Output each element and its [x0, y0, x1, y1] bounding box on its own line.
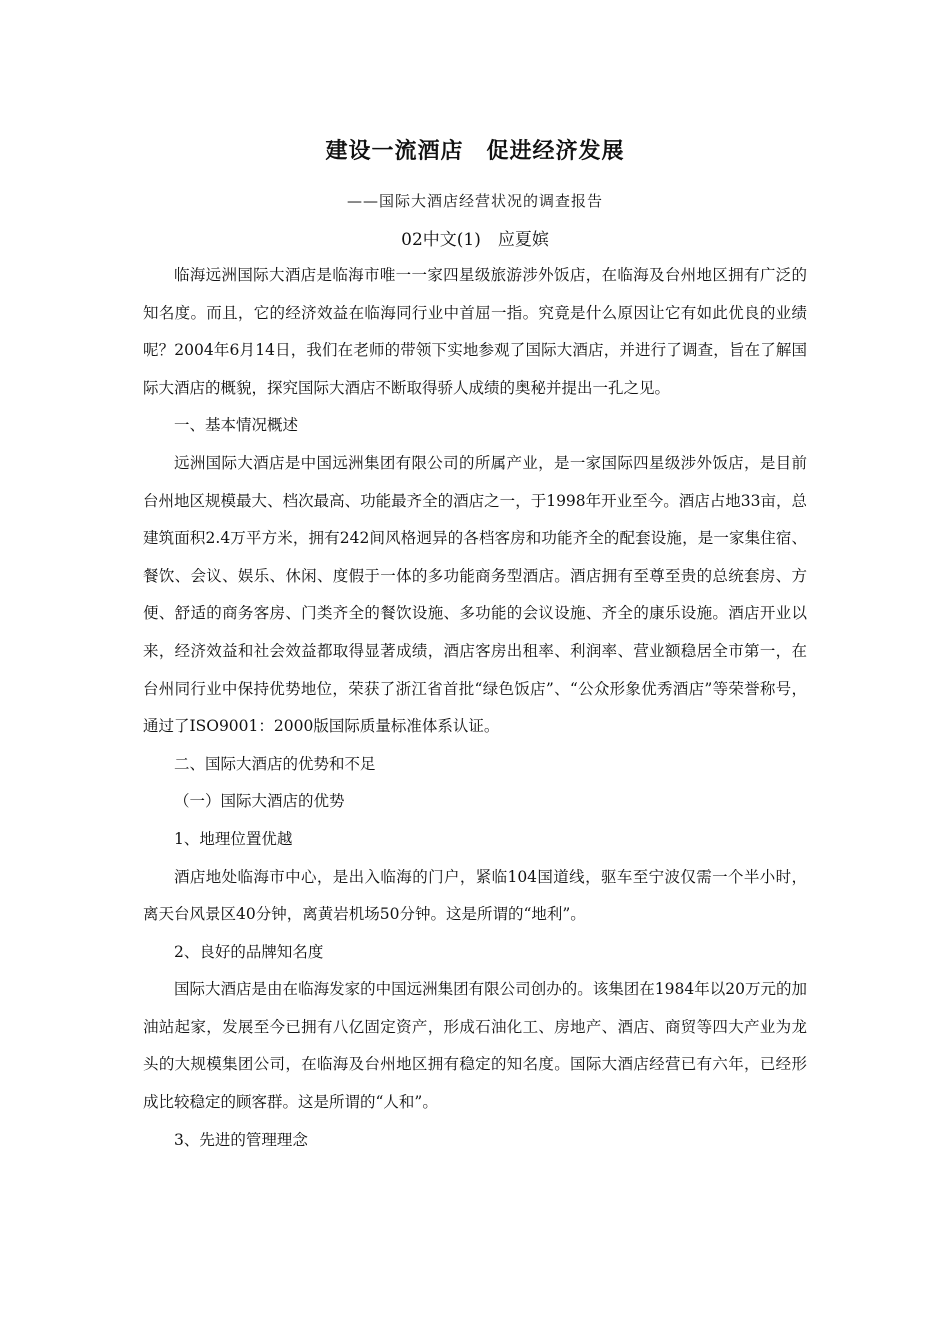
- document-title: 建设一流酒店 促进经济发展: [325, 139, 625, 164]
- document-subtitle: ——国际大酒店经营状况的调查报告: [346, 192, 603, 210]
- body-paragraph: 远洲国际大酒店是中国远洲集团有限公司的所属产业，是一家国际四星级涉外饭店，是目前台州地区规模最大、档次最高、功能最齐全的酒店之一，于1998年开业至今。酒店占地33亩，总建筑面积2.4万平方米，拥有242间风格迥异的各档客房和功能齐全的配套设施，是一家集住宿、餐饮、会议、娱乐、休闲、度假于一体的多功能商务型酒店。酒店拥有至尊至贵的总统套房、方便、舒适的商务客房、门类齐全的餐饮设施、多功能的会议设施、齐全的康乐设施。酒店开业以来，经济效益和社会效益都取得显著成绩，酒店客房出租率、利润率、营业额稳居全市第一，在台州同行业中保持优势地位，荣获了浙江省首批“绿色饭店”、“公众形象优秀酒店”等荣誉称号，通过了ISO9001：2000版国际质量标准体系认证。: [143, 453, 807, 736]
- intro-paragraph: 临海远洲国际大酒店是临海市唯一一家四星级旅游涉外饭店，在临海及台州地区拥有广泛的知名度。而且，它的经济效益在临海同行业中首屈一指。究竟是什么原因让它有如此优良的业绩呢？2004年6月14日，我们在老师的带领下实地参观了国际大酒店，并进行了调查，旨在了解国际大酒店的概貌，探究国际大酒店不断取得骄人成绩的奥秘并提出一孔之见。: [143, 266, 807, 397]
- section-heading: 二、国际大酒店的优势和不足: [174, 754, 376, 773]
- item-heading: 3、先进的管理理念: [174, 1130, 308, 1149]
- document-body: [143, 257, 807, 1159]
- body-paragraph: 国际大酒店是由在临海发家的中国远洲集团有限公司创办的。该集团在1984年以20万元的加油站起家，发展至今已拥有八亿固定资产，形成石油化工、房地产、酒店、商贸等四大产业为龙头的大规模集团公司，在临海及台州地区拥有稳定的知名度。国际大酒店经营已有六年，已经形成比较稳定的顾客群。这是所谓的“人和”。: [143, 980, 807, 1112]
- item-heading: 1、地理位置优越: [174, 829, 293, 848]
- item-heading: 2、良好的品牌知名度: [174, 942, 324, 961]
- document-author: 02中文(1) 应夏嫔: [401, 230, 549, 250]
- body-paragraph: 酒店地处临海市中心，是出入临海的门户，紧临104国道线，驱车至宁波仅需一个半小时，离天台风景区40分钟，离黄岩机场50分钟。这是所谓的“地利”。: [143, 867, 807, 924]
- subsection-heading: （一）国际大酒店的优势: [174, 792, 345, 811]
- section-heading: 一、基本情况概述: [174, 416, 299, 435]
